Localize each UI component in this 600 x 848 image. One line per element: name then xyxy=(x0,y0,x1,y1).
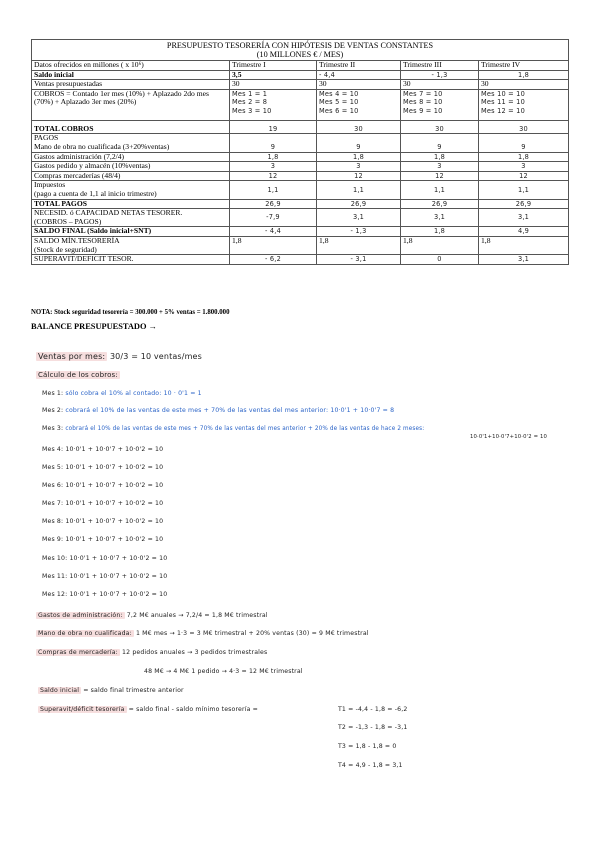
saldo-inicial-value: 1,8 xyxy=(479,70,569,80)
gastos-pedido-value: 3 xyxy=(479,162,569,172)
saldo-min-label-line2: (Stock de seguridad) xyxy=(34,244,97,254)
mano-obra-text: Mano de obra no cualificada (3+20%ventas) xyxy=(34,141,170,151)
cobros-month: Mes 3 = 10 xyxy=(232,106,272,115)
mano-obra-value: 9 xyxy=(230,134,317,152)
cobros-month: Mes 11 = 10 xyxy=(481,98,525,107)
month-calc-line: Mes 6: 10·0'1 + 10·0'7 + 10·0'2 = 10 xyxy=(42,482,164,489)
necesidad-value: 3,1 xyxy=(401,209,479,227)
header-cell: Trimestre I xyxy=(230,61,317,71)
impuestos-value: 1,1 xyxy=(230,181,317,199)
cobros-month: Mes 1 = 1 xyxy=(232,89,268,98)
cobros-month: Mes 9 = 10 xyxy=(403,106,443,115)
superavit-note-text: = saldo final - saldo mínimo tesorería = xyxy=(128,706,258,713)
saldo-min-value: 1,8 xyxy=(230,236,317,254)
superavit-line xyxy=(38,706,258,713)
compras-value: 12 xyxy=(230,171,317,181)
total-pagos-value: 26,9 xyxy=(317,199,401,209)
superavit-value: - 6,2 xyxy=(230,255,317,265)
ventas-value: 30 xyxy=(317,80,401,90)
necesidad-value: 3,1 xyxy=(479,209,569,227)
total-cobros-value: 19 xyxy=(230,120,317,134)
necesidad-value: 3,1 xyxy=(317,209,401,227)
saldo-inicial-label: Saldo inicial xyxy=(32,70,230,80)
total-cobros-label: TOTAL COBROS xyxy=(32,120,230,134)
saldo-final-value: 4,9 xyxy=(479,227,569,237)
superavit-value: 3,1 xyxy=(479,255,569,265)
total-cobros-value: 30 xyxy=(479,120,569,134)
mano-obra-value: 9 xyxy=(479,134,569,152)
month-calc-line: Mes 11: 10·0'1 + 10·0'7 + 10·0'2 = 10 xyxy=(42,573,168,580)
ventas-label: Ventas por mes: xyxy=(38,352,106,361)
superavit-value: - 3,1 xyxy=(317,255,401,265)
superavit-note-label: Superavit/déficit tesorería xyxy=(40,706,125,713)
mes3-line xyxy=(42,425,424,432)
superavit-value: 0 xyxy=(401,255,479,265)
compras-line2: 48 M€ → 4 M€ 1 pedido → 4·3 = 12 M€ trimestral xyxy=(144,668,303,675)
ventas-value: 30 xyxy=(401,80,479,90)
gastos-admin-value: 1,8 xyxy=(230,152,317,162)
saldo-min-value: 1,8 xyxy=(401,236,479,254)
gastos-pedido-label: Gastos pedido y almacén (10%ventas) xyxy=(32,162,230,172)
cobros-month: Mes 4 = 10 xyxy=(319,89,359,98)
compras-label: Compras mercaderías (48/4) xyxy=(32,171,230,181)
mes2-label: Mes 2: xyxy=(42,407,64,414)
saldo-final-value: - 4,4 xyxy=(230,227,317,237)
saldo-inicial-note-text: = saldo final trimestre anterior xyxy=(83,687,184,694)
mano-line xyxy=(36,630,369,637)
table-title-line2: (10 MILLONES € / MES) xyxy=(256,50,344,59)
calculo-label: Cálculo de los cobros: xyxy=(38,371,118,379)
compras-value: 12 xyxy=(317,171,401,181)
month-calc-line: Mes 9: 10·0'1 + 10·0'7 + 10·0'2 = 10 xyxy=(42,536,164,543)
header-cell: Trimestre II xyxy=(317,61,401,71)
gastos-admin-label: Gastos administración (7,2/4) xyxy=(32,152,230,162)
impuestos-value: 1,1 xyxy=(401,181,479,199)
saldo-inicial-line xyxy=(38,687,184,694)
mano-obra-value: 9 xyxy=(317,134,401,152)
mes2-line xyxy=(42,407,394,414)
month-calc-line: Mes 10: 10·0'1 + 10·0'7 + 10·0'2 = 10 xyxy=(42,555,168,562)
gastos-pedido-value: 3 xyxy=(401,162,479,172)
header-cell: Trimestre IV xyxy=(479,61,569,71)
month-calc-line: Mes 4: 10·0'1 + 10·0'7 + 10·0'2 = 10 xyxy=(42,446,164,453)
cobros-month: Mes 5 = 10 xyxy=(319,98,359,107)
t-result: T1 = -4,4 - 1,8 = -6,2 xyxy=(338,706,408,713)
necesidad-label-line2: (COBROS – PAGOS) xyxy=(34,216,102,226)
superavit-label: SUPERAVIT/DEFICIT TESOR. xyxy=(32,255,230,265)
necesidad-label-line1: NECESID. ó CAPACIDAD NETAS TESORER. xyxy=(34,208,183,218)
total-cobros-value: 30 xyxy=(401,120,479,134)
gastos-pedido-value: 3 xyxy=(230,162,317,172)
calculo-line xyxy=(36,371,120,379)
saldo-inicial-value: 3,5 xyxy=(230,70,317,80)
pagos-label: PAGOS xyxy=(34,133,59,143)
saldo-min-value: 1,8 xyxy=(317,236,401,254)
impuestos-value: 1,1 xyxy=(479,181,569,199)
mes1-label: Mes 1: xyxy=(42,390,64,397)
saldo-final-value: 1,8 xyxy=(401,227,479,237)
saldo-final-label: SALDO FINAL (Saldo inicial+SNT) xyxy=(32,227,230,237)
total-pagos-value: 26,9 xyxy=(401,199,479,209)
t-result: T2 = -1,3 - 1,8 = -3,1 xyxy=(338,724,408,731)
month-calc-line: Mes 12: 10·0'1 + 10·0'7 + 10·0'2 = 10 xyxy=(42,591,168,598)
gastos-admin-value: 1,8 xyxy=(317,152,401,162)
mano-obra-value: 9 xyxy=(401,134,479,152)
table-title-line1: PRESUPUESTO TESORERÍA CON HIPÓTESIS DE VENTAS CONSTANTES xyxy=(166,41,434,50)
mes1-line xyxy=(42,390,202,397)
cobros-month: Mes 7 = 10 xyxy=(403,89,443,98)
gastos-text: 7,2 M€ anuales → 7,2/4 = 1,8 M€ trimestral xyxy=(126,612,268,619)
cobros-month: Mes 2 = 8 xyxy=(232,98,268,107)
ventas-calc: 30/3 = 10 ventas/mes xyxy=(109,352,202,361)
header-cell: Datos ofrecidos en millones ( x 10⁶) xyxy=(32,61,230,71)
ventas-line xyxy=(36,352,202,361)
t-result: T3 = 1,8 - 1,8 = 0 xyxy=(338,743,397,750)
month-calc-line: Mes 5: 10·0'1 + 10·0'7 + 10·0'2 = 10 xyxy=(42,464,164,471)
compras-label: Compras de mercadería: xyxy=(38,649,118,656)
gastos-admin-value: 1,8 xyxy=(479,152,569,162)
balance-heading: BALANCE PRESUPUESTADO → xyxy=(31,322,157,331)
compras-value: 12 xyxy=(401,171,479,181)
gastos-pedido-value: 3 xyxy=(317,162,401,172)
saldo-inicial-value: - 4,4 xyxy=(317,70,401,80)
cobros-month: Mes 6 = 10 xyxy=(319,106,359,115)
total-pagos-label: TOTAL PAGOS xyxy=(32,199,230,209)
total-pagos-value: 26,9 xyxy=(479,199,569,209)
mes2-text: cobrará el 10% de las ventas de este mes + 70% de las ventas del mes anterior: 10·0'1 + 10·0'7 = 8 xyxy=(65,407,395,414)
mano-label: Mano de obra no cualificada: xyxy=(38,630,132,637)
compras-line xyxy=(36,649,267,656)
ventas-label: Ventas presupuestadas xyxy=(32,80,230,90)
total-pagos-value: 26,9 xyxy=(230,199,317,209)
saldo-min-value: 1,8 xyxy=(479,236,569,254)
saldo-inicial-value: - 1,3 xyxy=(401,70,479,80)
compras-value: 12 xyxy=(479,171,569,181)
t-result: T4 = 4,9 - 1,8 = 3,1 xyxy=(338,762,403,769)
saldo-inicial-note-label: Saldo inicial xyxy=(40,687,80,694)
header-cell: Trimestre III xyxy=(401,61,479,71)
impuestos-label-line2: (pago a cuenta de 1,1 al inicio trimestre) xyxy=(34,188,157,198)
compras-text: 12 pedidos anuales → 3 pedidos trimestrales xyxy=(122,649,268,656)
month-calc-line: Mes 7: 10·0'1 + 10·0'7 + 10·0'2 = 10 xyxy=(42,500,164,507)
ventas-value: 30 xyxy=(479,80,569,90)
total-cobros-value: 30 xyxy=(317,120,401,134)
cobros-month: Mes 12 = 10 xyxy=(481,106,525,115)
necesidad-value: -7,9 xyxy=(230,209,317,227)
mes1-text: sólo cobra el 10% al contado: 10 · 0'1 = 1 xyxy=(65,390,202,397)
mes3-result: 10·0'1+10·0'7+10·0'2 = 10 xyxy=(470,434,548,440)
month-calc-line: Mes 8: 10·0'1 + 10·0'7 + 10·0'2 = 10 xyxy=(42,518,164,525)
saldo-final-value: - 1,3 xyxy=(317,227,401,237)
impuestos-label-line1: Impuestos xyxy=(34,180,66,190)
mes3-text: cobrará el 10% de las ventas de este mes + 70% de las ventas del mes anterior + 20% de las ventas de hace 2 meses: xyxy=(65,426,425,432)
cobros-month: Mes 8 = 10 xyxy=(403,98,443,107)
mano-text: 1 M€ mes → 1·3 = 3 M€ trimestral + 20% ventas (30) = 9 M€ trimestral xyxy=(135,630,369,637)
stock-note: NOTA: Stock seguridad tesorería = 300.000 + 5% ventas = 1.800.000 xyxy=(31,309,230,316)
mes3-label: Mes 3: xyxy=(42,425,64,432)
impuestos-value: 1,1 xyxy=(317,181,401,199)
gastos-line xyxy=(36,612,268,619)
ventas-value: 30 xyxy=(230,80,317,90)
gastos-admin-value: 1,8 xyxy=(401,152,479,162)
cobros-month: Mes 10 = 10 xyxy=(481,89,525,98)
gastos-label: Gastos de administración: xyxy=(38,612,123,619)
saldo-min-label-line1: SALDO MÍN.TESORERÍA xyxy=(34,235,120,245)
cobros-label: COBROS = Contado 1er mes (10%) + Aplazado 2do mes (70%) + Aplazado 3er mes (20%) xyxy=(32,89,230,120)
